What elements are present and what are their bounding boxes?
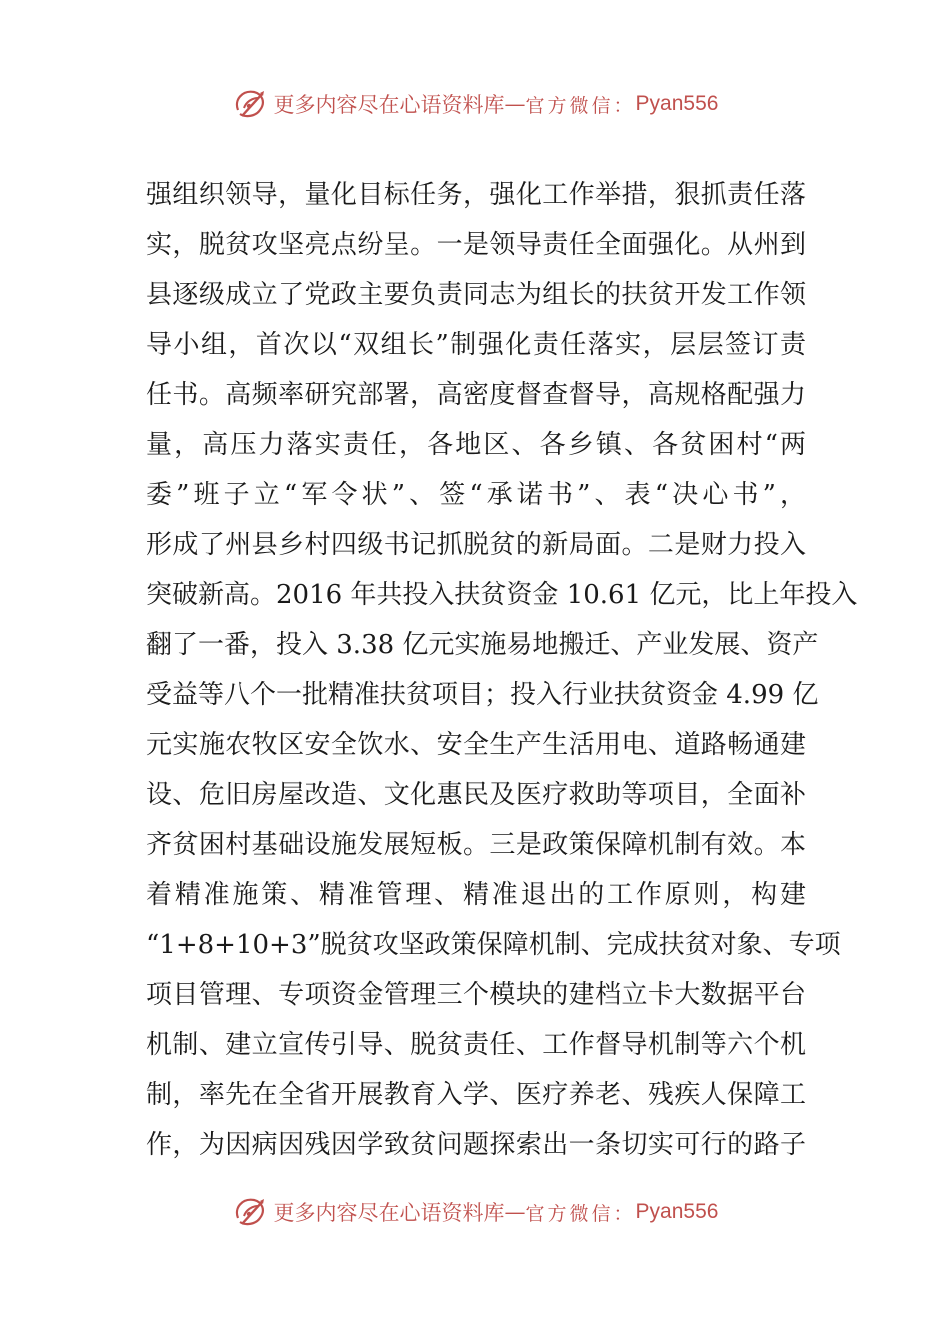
banner-brand-text: 更多内容尽在心语资料库 (273, 1201, 505, 1225)
banner-account: Pyan556 (635, 92, 719, 115)
body-line: 导小组，首次以“双组长”制强化责任落实，层层签订责 (146, 330, 806, 360)
body-line: “1+8+10+3”脱贫攻坚政策保障机制、完成扶贫对象、专项 (146, 930, 841, 960)
footer-banner (0, 1192, 950, 1232)
body-line: 机制、建立宣传引导、脱贫责任、工作督导机制等六个机 (146, 1030, 806, 1060)
body-line: 设、危旧房屋改造、文化惠民及医疗救助等项目，全面补 (146, 780, 806, 810)
body-line: 着精准施策、精准管理、精准退出的工作原则，构建 (146, 880, 806, 910)
document-body (146, 170, 858, 1170)
body-line: 受益等八个一批精准扶贫项目；投入行业扶贫资金 4.99 亿 (146, 680, 819, 710)
body-line: 量，高压力落实责任，各地区、各乡镇、各贫困村“两 (146, 430, 806, 460)
body-line: 任书。高频率研究部署，高密度督查督导，高规格配强力 (146, 380, 806, 410)
body-line: 形成了州县乡村四级书记抓脱贫的新局面。二是财力投入 (146, 530, 806, 560)
body-line: 突破新高。2016 年共投入扶贫资金 10.61 亿元，比上年投入 (146, 580, 858, 610)
banner-separator: — (504, 1200, 526, 1224)
body-line: 作，为因病因残因学致贫问题探索出一条切实可行的路子 (146, 1130, 806, 1160)
body-line: 元实施农牧区安全饮水、安全生产生活用电、道路畅通建 (146, 730, 806, 760)
body-line: 翻了一番，投入 3.38 亿元实施易地搬迁、产业发展、资产 (146, 630, 819, 660)
body-line: 制，率先在全省开展教育入学、医疗养老、残疾人保障工 (146, 1080, 806, 1110)
body-line: 强组织领导，量化目标任务，强化工作举措，狠抓责任落 (146, 180, 806, 210)
body-line: 齐贫困村基础设施发展短板。三是政策保障机制有效。本 (146, 830, 806, 860)
pen-heart-logo-icon (232, 86, 270, 122)
banner-account: Pyan556 (635, 1200, 719, 1223)
body-line: 委”班子立“军令状”、签“承诺书”、表“决心书”， (146, 480, 806, 510)
body-line: 项目管理、专项资金管理三个模块的建档立卡大数据平台 (146, 980, 806, 1010)
header-banner (0, 84, 950, 124)
banner-brand-text: 更多内容尽在心语资料库 (273, 93, 505, 117)
body-line: 实，脱贫攻坚亮点纷呈。一是领导责任全面强化。从州到 (146, 230, 806, 260)
banner-official-label: 官方微信： (525, 94, 636, 117)
pen-heart-logo-icon (232, 1194, 270, 1230)
banner-official-label: 官方微信： (525, 1202, 636, 1225)
banner-separator: — (504, 92, 526, 116)
body-line: 县逐级成立了党政主要负责同志为组长的扶贫开发工作领 (146, 280, 806, 310)
